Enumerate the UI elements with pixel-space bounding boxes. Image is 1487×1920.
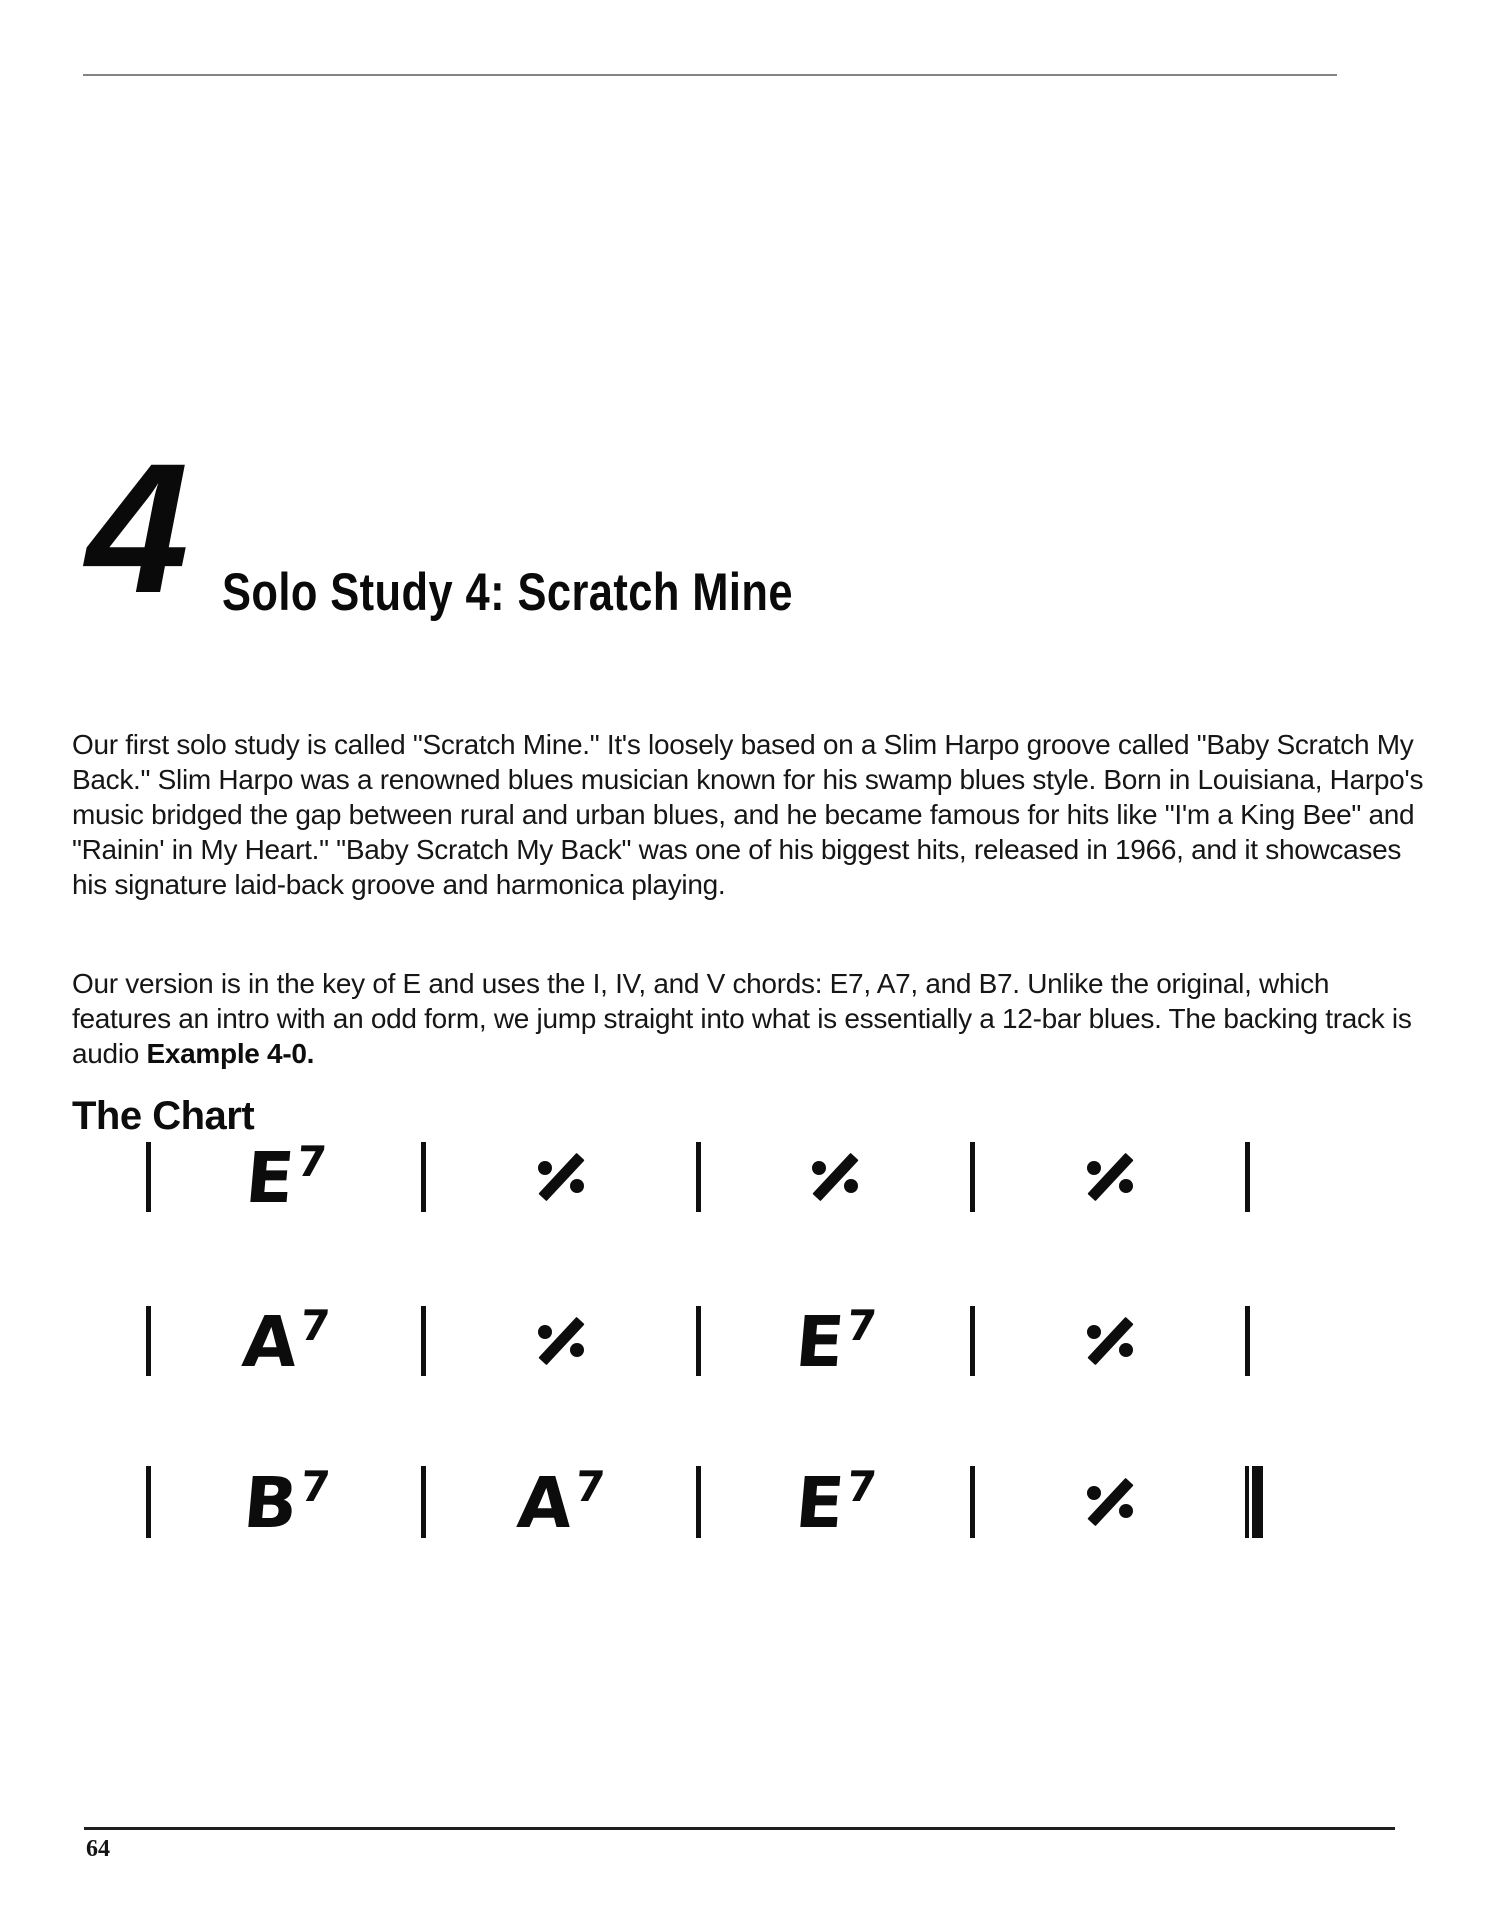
chapter-title: Solo Study 4: Scratch Mine [222, 563, 793, 622]
measure-repeat-icon [538, 1318, 584, 1364]
barline [1245, 1142, 1250, 1212]
chord-e7: E7 [792, 1301, 879, 1383]
header-rule [83, 74, 1337, 76]
chord-e7: E7 [242, 1137, 329, 1219]
measure-repeat-icon [1087, 1318, 1133, 1364]
repeat-cell [975, 1142, 1245, 1212]
chord-e7: E7 [792, 1462, 879, 1544]
footer-rule [84, 1827, 1395, 1830]
version-paragraph [72, 966, 1428, 1071]
version-paragraph-text: Our version is in the key of E and uses the I, IV, and V chords: E7, A7, and B7. Unlike the original, which features an intro with an odd form, we jump straight into what is essentially a 12-bar blues. The backing track is audio [72, 968, 1412, 1069]
chord-cell [701, 1301, 971, 1383]
chord-cell [151, 1301, 421, 1383]
repeat-cell [426, 1306, 696, 1376]
repeat-cell [975, 1306, 1245, 1376]
measure-repeat-icon [538, 1154, 584, 1200]
chord-cell [151, 1137, 421, 1219]
repeat-cell [426, 1142, 696, 1212]
chord-chart-row-2 [146, 1301, 1250, 1383]
chord-b7: B7 [239, 1462, 332, 1544]
measure-repeat-icon [1087, 1154, 1133, 1200]
measure-repeat-icon [1087, 1479, 1133, 1525]
chord-cell [426, 1462, 696, 1544]
chord-a7: A7 [514, 1462, 607, 1544]
chord-chart-row-3 [146, 1462, 1263, 1544]
intro-paragraph: Our first solo study is called "Scratch Mine." It's loosely based on a Slim Harpo groove called "Baby Scratch My Back." Slim Harpo was a renowned blues musician known for his swamp blues style. Born in Louisiana, Harpo's music bridged the gap between rural and urban blues, and he became famous for hits like "I'm a King Bee" and "Rainin' in My Heart." "Baby Scratch My Back" was one of his biggest hits, released in 1966, and it showcases his signature laid-back groove and harmonica playing. [72, 729, 1424, 900]
chord-cell [701, 1462, 971, 1544]
page-number: 64 [86, 1836, 110, 1862]
section-heading: The Chart [72, 1094, 255, 1139]
chord-chart-row-1 [146, 1137, 1250, 1219]
audio-example-reference: Example 4-0. [146, 1038, 315, 1069]
repeat-cell [975, 1466, 1245, 1538]
repeat-cell [701, 1142, 971, 1212]
measure-repeat-icon [812, 1154, 858, 1200]
final-barline [1245, 1466, 1263, 1538]
chapter-number: 4 [86, 426, 185, 632]
chord-a7: A7 [239, 1301, 333, 1383]
chord-cell [151, 1462, 421, 1544]
barline [1245, 1306, 1250, 1376]
